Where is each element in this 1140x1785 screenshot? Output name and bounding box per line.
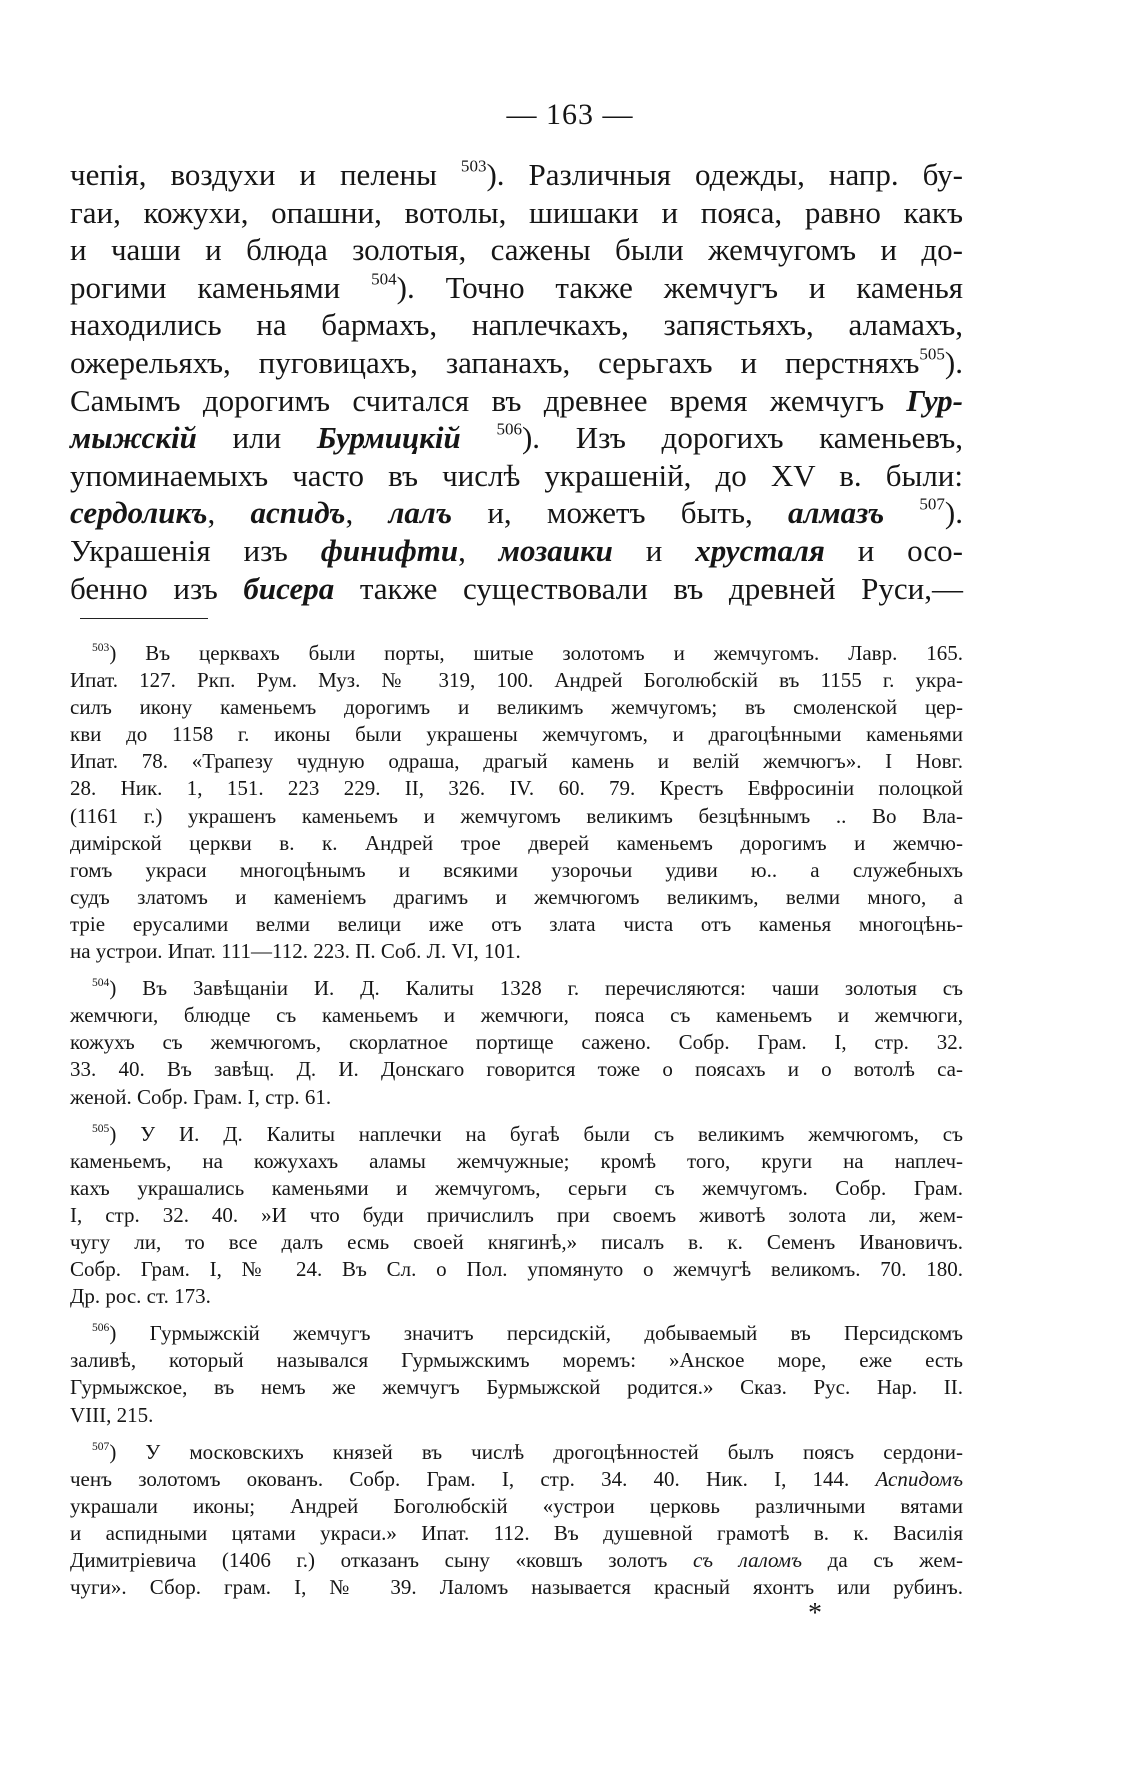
main-line-2: гаи, кожухи, опашни, вотолы, шишаки и пояса, равно какъ <box>70 194 963 230</box>
footnote-line: на устрои. Ипат. 111—112. 223. П. Соб. Л. VI, 101. <box>70 939 521 964</box>
footnote-line: $^{503}$) Въ церквахъ были порты, шитые золотомъ и жемчугомъ. Лавр. 165. <box>92 641 963 665</box>
footnote-line: $^{506}$) Гурмыжскій жемчугъ значитъ персидскій, добываемый въ Персидскомъ <box>92 1321 963 1346</box>
footnote-line: кожухъ съ жемчюгомъ, скорлатное портище сажено. Собр. Грам. I, стр. 32. <box>70 1030 963 1055</box>
footnote-number: 506 <box>92 1322 110 1335</box>
footnote-line: жемчюги, блюдце съ каменьемъ и жемчюги, пояса съ каменьемъ и жемчюги, <box>70 1003 963 1028</box>
footnote-506 <box>70 1320 963 1428</box>
italic-term: лалъ <box>388 495 453 531</box>
main-line-7: Самымъ дорогимъ считался въ древнее время жемчугъ Гур- <box>70 382 963 418</box>
footnote-line: гомъ украси многоцѣнымъ и всякими узорочьи удиви ю.. а служебныхъ <box>70 857 963 882</box>
main-line-11: Украшенія изъ финифти, мозаики и хрусталя и осо- <box>70 532 964 568</box>
footnote-line: силъ икону каменьемъ дорогимъ и великимъ жемчугомъ; въ смоленской цер- <box>70 695 963 720</box>
footnote-505 <box>70 1121 963 1311</box>
italic-term: финифти <box>320 532 459 568</box>
footnote-line: Ипат. 127. Ркп. Рум. Муз. № 319, 100. Андрей Боголюбскій въ 1155 г. укра- <box>70 668 963 693</box>
italic-term: Бурмицкій <box>316 420 461 456</box>
footnote-ref-505[interactable]: 505 <box>919 344 945 364</box>
footnote-ref-506[interactable]: 506 <box>496 419 522 439</box>
footnote-ref-503[interactable]: 503 <box>460 156 487 176</box>
footnote-line: 28. Ник. 1, 151. 223 229. II, 326. IV. 60. 79. Крестъ Евфросиніи полоцкой <box>70 776 963 801</box>
footnote-line: димірской церкви в. к. Андрей трое дверей каменьемъ дорогимъ и жемчю- <box>70 830 963 855</box>
main-line-5: находились на бармахъ, наплечкахъ, запястьяхъ, аламахъ, <box>70 307 963 343</box>
footnote-line: чугу ли, то все далъ есмь своей княгинѣ,» писалъ в. к. Семенъ Ивановичъ. <box>70 1229 963 1254</box>
footnote-line: Гурмыжское, въ немъ же жемчугъ Бурмыжской родится.» Сказ. Рус. Нар. II. <box>70 1375 963 1400</box>
footnote-line: $^{505}$) У И. Д. Калиты наплечки на бугаѣ были съ великимъ жемчюгомъ, съ <box>92 1121 963 1146</box>
footnote-line: кахъ украшались каменьями и жемчугомъ, серьги съ жемчугомъ. Собр. Грам. <box>70 1175 963 1200</box>
page-number: — 163 — <box>506 98 634 131</box>
footnote-line: $^{504}$) Въ Завѣщаніи И. Д. Калиты 1328 г. перечисляются: чаши золотыя съ <box>92 976 963 1001</box>
footnote-504 <box>70 975 963 1110</box>
main-text <box>70 156 963 607</box>
main-line-4: рогими каменьями $^{504}$). Точно также жемчугъ и каменья <box>70 269 963 305</box>
signature-mark: * <box>808 1598 822 1629</box>
footnote-line: и аспидными цятами украси.» Ипат. 112. Въ душевной грамотѣ в. к. Василія <box>70 1520 963 1545</box>
footnote-line: кви до 1158 г. иконы были украшены жемчугомъ, и драгоцѣнными каменьями <box>70 722 963 747</box>
main-line-8: мыжскій или Бурмицкій $^{506}$). Изъ дорогихъ каменьевъ, <box>70 419 964 456</box>
footnote-line: заливѣ, который назывался Гурмыжскимъ моремъ: »Анское море, еже есть <box>70 1348 963 1373</box>
footnote-divider <box>80 618 208 619</box>
italic-term: алмазъ <box>788 495 885 531</box>
footnote-line: чуги». Сбор. грам. I, № 39. Лаломъ называется красный яхонтъ или рубинъ. <box>70 1575 963 1600</box>
footnote-line: Димитріевича (1406 г.) отказанъ сыну «ковшъ золотъ съ лаломъ да съ жем- <box>70 1548 963 1572</box>
footnote-line: тріе ерусалими велми велици иже отъ злата чиста отъ каменья многоцѣнь- <box>70 911 963 936</box>
footnote-line: (1161 г.) украшенъ каменьемъ и жемчугомъ великимъ безцѣннымъ .. Во Вла- <box>70 803 963 828</box>
italic-term: сердоликъ <box>70 495 208 531</box>
footnote-line: Собр. Грам. I, № 24. Въ Сл. о Пол. упомянуто о жемчугѣ великомъ. 70. 180. <box>70 1257 963 1282</box>
italic-term: Аспидомъ <box>875 1466 963 1491</box>
italic-term: аспидъ <box>250 495 346 531</box>
main-line-3: и чаши и блюда золотыя, сажены были жемчугомъ и до- <box>70 232 963 268</box>
footnotes <box>70 640 963 1611</box>
footnote-number: 503 <box>92 641 110 654</box>
footnote-503 <box>70 640 963 965</box>
footnote-507 <box>70 1439 963 1602</box>
footnote-ref-507[interactable]: 507 <box>919 494 945 514</box>
italic-term: мозаики <box>498 532 613 568</box>
footnote-line: 33. 40. Въ завѣщ. Д. И. Донскаго говорится тоже о поясахъ и о вотолѣ са- <box>70 1057 963 1082</box>
italic-term: съ лаломъ <box>693 1548 802 1572</box>
main-line-9: упоминаемыхъ часто въ числѣ украшеній, до XV в. были: <box>70 457 963 493</box>
italic-term: бисера <box>243 570 335 606</box>
footnote-line: украшали иконы; Андрей Боголюбскій «устрои церковь различными вятами <box>70 1493 963 1518</box>
italic-term: Гур- <box>906 382 963 418</box>
footnote-ref-504[interactable]: 504 <box>371 269 397 289</box>
main-line-6: ожерельяхъ, пуговицахъ, запанахъ, серьгахъ и перстняхъ$^{505}$). <box>70 344 963 380</box>
footnote-line: I, стр. 32. 40. »И что буди причислилъ при своемъ животѣ золота ли, жем- <box>70 1202 963 1227</box>
footnote-number: 507 <box>92 1440 110 1453</box>
footnote-line: ченъ золотомъ окованъ. Собр. Грам. I, стр. 34. 40. Ник. I, 144. Аспидомъ <box>70 1466 963 1491</box>
footnote-line: судъ златомъ и каменіемъ драгимъ и жемчюгомъ великимъ, велми много, а <box>70 884 963 909</box>
main-line-1: чепія, воздухи и пелены $^{503}$). Различныя одежды, напр. бу- <box>70 156 964 192</box>
footnote-line: Др. рос. ст. 173. <box>70 1284 211 1309</box>
italic-term: мыжскій <box>70 420 197 456</box>
footnote-line: каменьемъ, на кожухахъ аламы жемчужные; кромѣ того, круги на наплеч- <box>70 1148 963 1173</box>
footnote-number: 505 <box>92 1122 110 1135</box>
footnote-number: 504 <box>92 976 110 989</box>
footnote-line: Ипат. 78. «Трапезу чудную одраша, драгый камень и велій жемчюгъ». І Новг. <box>70 749 963 774</box>
italic-term: хрусталя <box>695 532 825 568</box>
footnote-line: женой. Собр. Грам. I, стр. 61. <box>70 1084 332 1109</box>
main-line-12: бенно изъ бисера также существовали въ древней Руси,— <box>70 570 963 606</box>
main-line-10: сердоликъ, аспидъ, лалъ и, можетъ быть, алмазъ $^{507}$). <box>70 494 963 531</box>
footnote-line: VIII, 215. <box>70 1402 154 1427</box>
footnote-line: $^{507}$) У московскихъ князей въ числѣ дрогоцѣнностей былъ поясъ сердони- <box>92 1439 963 1464</box>
